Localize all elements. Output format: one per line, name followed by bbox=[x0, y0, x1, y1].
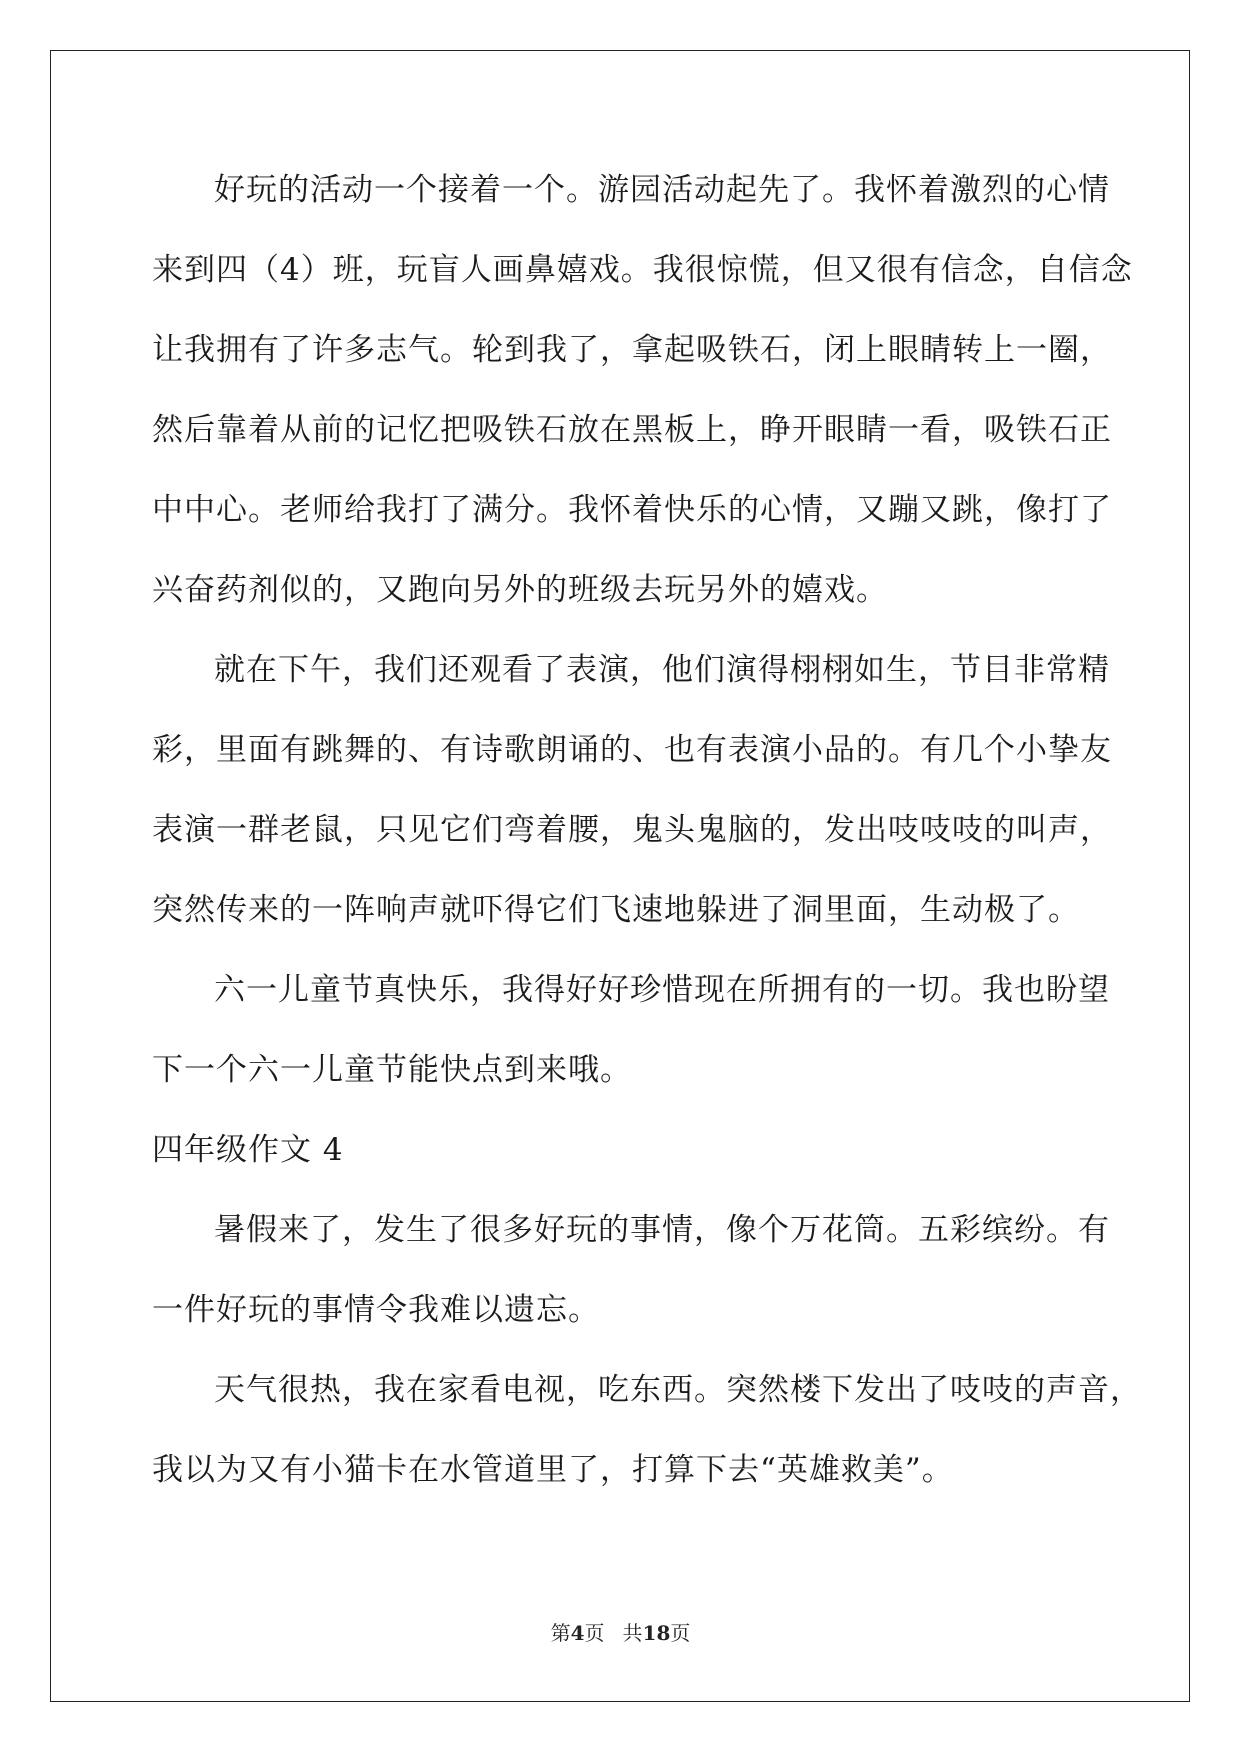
page-suffix: 页 bbox=[584, 1621, 605, 1645]
page-footer bbox=[0, 1617, 1241, 1646]
section-heading: 四年级作文 4 bbox=[152, 1132, 344, 1168]
text-line: 好玩的活动一个接着一个。游园活动起先了。我怀着激烈的心情 bbox=[214, 172, 1110, 208]
text-line: 六一儿童节真快乐，我得好好珍惜现在所拥有的一切。我也盼望 bbox=[214, 972, 1110, 1008]
text-line: 暑假来了，发生了很多好玩的事情，像个万花筒。五彩缤纷。有 bbox=[214, 1212, 1110, 1248]
total-suffix: 页 bbox=[670, 1621, 691, 1645]
text-line: 一件好玩的事情令我难以遗忘。 bbox=[152, 1292, 600, 1328]
text-line: 下一个六一儿童节能快点到来哦。 bbox=[152, 1052, 632, 1088]
page-prefix: 第 bbox=[550, 1621, 571, 1645]
text-line: 突然传来的一阵响声就吓得它们飞速地躲进了洞里面，生动极了。 bbox=[152, 892, 1080, 928]
text-line: 来到四（4）班，玩盲人画鼻嬉戏。我很惊慌，但又很有信念，自信念 bbox=[152, 252, 1133, 288]
text-line: 表演一群老鼠，只见它们弯着腰，鬼头鬼脑的，发出吱吱吱的叫声， bbox=[152, 812, 1112, 848]
text-line: 然后靠着从前的记忆把吸铁石放在黑板上，睁开眼睛一看，吸铁石正 bbox=[152, 412, 1112, 448]
page-number: 4 bbox=[570, 1621, 585, 1645]
text-line: 就在下午，我们还观看了表演，他们演得栩栩如生，节目非常精 bbox=[214, 652, 1110, 688]
total-pages: 18 bbox=[642, 1621, 671, 1645]
text-line: 天气很热，我在家看电视，吃东西。突然楼下发出了吱吱的声音， bbox=[214, 1372, 1142, 1408]
text-line: 让我拥有了许多志气。轮到我了，拿起吸铁石，闭上眼睛转上一圈， bbox=[152, 332, 1112, 368]
text-line: 我以为又有小猫卡在水管道里了，打算下去“英雄救美”。 bbox=[152, 1452, 954, 1488]
text-line: 兴奋药剂似的，又跑向另外的班级去玩另外的嬉戏。 bbox=[152, 572, 888, 608]
total-prefix: 共 bbox=[622, 1621, 643, 1645]
document-body bbox=[152, 150, 1142, 1510]
text-line: 彩，里面有跳舞的、有诗歌朗诵的、也有表演小品的。有几个小挚友 bbox=[152, 732, 1112, 768]
text-line: 中中心。老师给我打了满分。我怀着快乐的心情，又蹦又跳，像打了 bbox=[152, 492, 1112, 528]
